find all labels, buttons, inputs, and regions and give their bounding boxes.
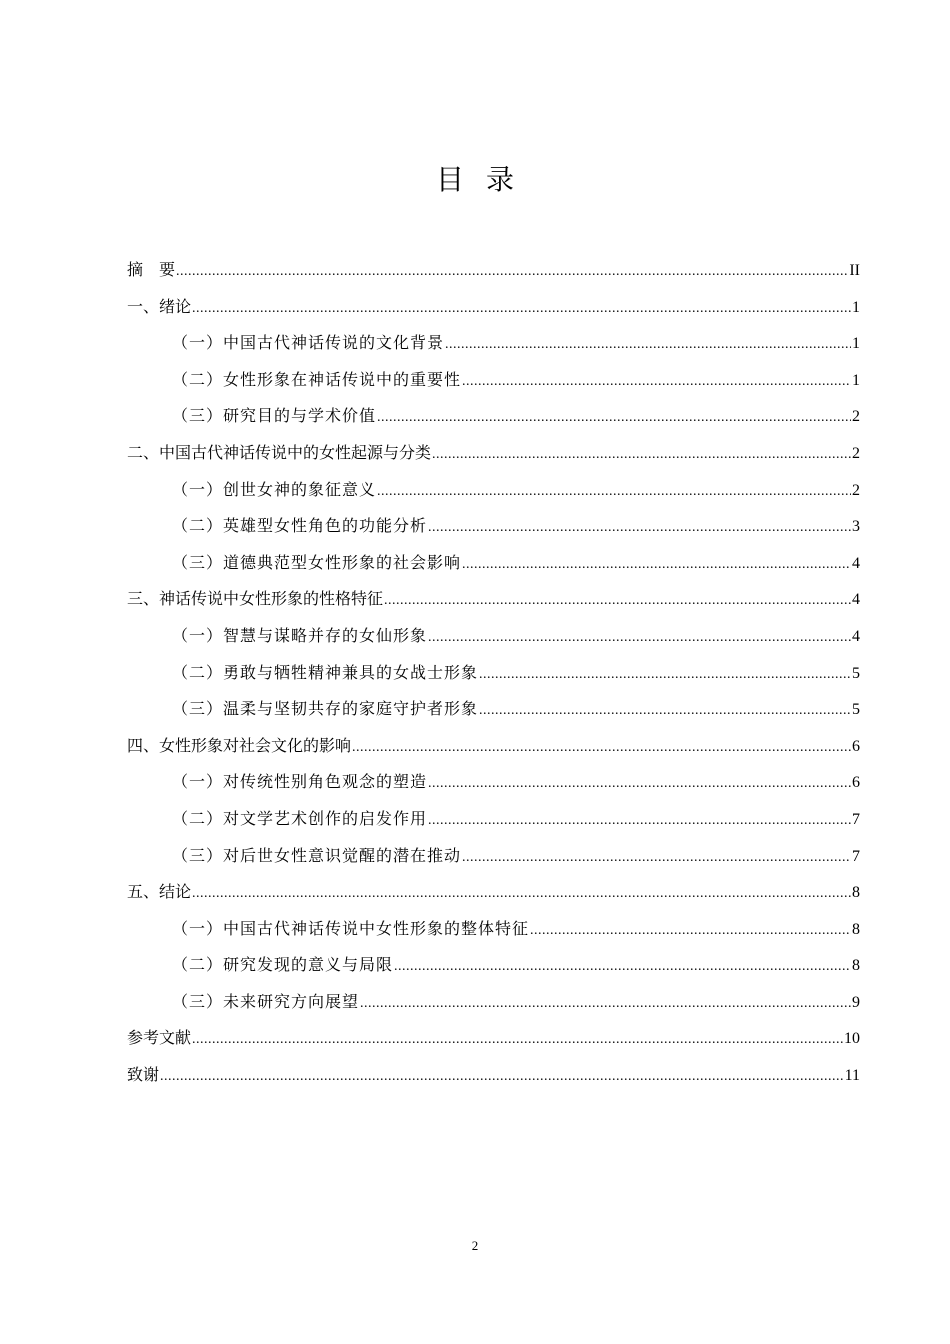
toc-entry[interactable] [127, 764, 860, 801]
toc-entry[interactable] [127, 691, 860, 728]
toc-dot-leader [432, 437, 851, 473]
toc-entry-label: （二）对文学艺术创作的启发作用 [172, 808, 428, 828]
toc-dot-leader [479, 693, 851, 729]
toc-dot-leader [428, 510, 851, 546]
toc-entry-page: 7 [852, 810, 860, 828]
toc-entry-label: （二）英雄型女性角色的功能分析 [172, 516, 428, 536]
toc-entry[interactable] [127, 838, 860, 875]
toc-entry[interactable] [127, 618, 860, 655]
toc-entry-page: 8 [852, 920, 860, 938]
toc-entry-page: 4 [852, 591, 860, 609]
page-title: 目录 [435, 163, 536, 196]
toc-dot-leader [530, 913, 851, 949]
toc-entry-label: （二）女性形象在神话传说中的重要性 [172, 369, 462, 389]
toc-entry[interactable] [127, 1020, 860, 1057]
toc-entry[interactable] [127, 947, 860, 984]
toc-entry-label: （三）道德典范型女性形象的社会影响 [172, 552, 462, 572]
toc-entry[interactable] [127, 874, 860, 911]
toc-entry-page: 4 [852, 554, 860, 572]
toc-dot-leader [428, 803, 851, 839]
toc-dot-leader [462, 364, 851, 400]
toc-entry[interactable] [127, 472, 860, 509]
toc-dot-leader [462, 840, 851, 876]
toc-entry[interactable] [127, 1057, 860, 1094]
toc-entry-page: 5 [852, 664, 860, 682]
toc-entry-label: （一）智慧与谋略并存的女仙形象 [172, 625, 428, 645]
toc-entry-label: （二）研究发现的意义与局限 [172, 955, 394, 975]
toc-entry-page: 11 [844, 1067, 860, 1085]
toc-entry-label: 一、绪论 [127, 296, 192, 316]
toc-dot-leader [479, 657, 851, 693]
page-number: 2 [471, 1238, 479, 1253]
toc-dot-leader [176, 254, 848, 290]
toc-entry-label: 五、结论 [127, 882, 192, 902]
toc-entry[interactable] [127, 435, 860, 472]
toc-dot-leader [377, 400, 851, 436]
toc-entry-label: （三）研究目的与学术价值 [172, 406, 377, 426]
toc-entry-label: （二）勇敢与牺牲精神兼具的女战士形象 [172, 662, 479, 682]
toc-entry[interactable] [127, 655, 860, 692]
toc-entry-label: （一）创世女神的象征意义 [172, 479, 377, 499]
toc-entry-page: 2 [852, 481, 860, 499]
toc-dot-leader [192, 876, 851, 912]
toc-entry[interactable] [127, 911, 860, 948]
table-of-contents [127, 252, 860, 1094]
toc-entry-page: 8 [852, 884, 860, 902]
toc-entry-page: II [849, 262, 860, 279]
toc-entry-page: 5 [852, 701, 860, 719]
toc-entry[interactable] [127, 289, 860, 326]
toc-entry-label: （三）未来研究方向展望 [172, 991, 360, 1011]
toc-entry[interactable] [127, 398, 860, 435]
toc-dot-leader [445, 327, 851, 363]
toc-entry-page: 6 [852, 737, 860, 755]
toc-entry-page: 3 [852, 518, 860, 536]
toc-dot-leader [394, 949, 851, 985]
toc-entry-page: 1 [852, 371, 860, 389]
toc-entry[interactable] [127, 728, 860, 765]
toc-entry-page: 1 [852, 335, 860, 353]
toc-entry-page: 10 [844, 1030, 860, 1048]
toc-entry-page: 4 [852, 627, 860, 645]
toc-entry[interactable] [127, 508, 860, 545]
toc-entry-label: （三）对后世女性意识觉醒的潜在推动 [172, 845, 462, 865]
toc-entry[interactable] [127, 252, 860, 289]
toc-entry[interactable] [127, 545, 860, 582]
toc-entry-page: 8 [852, 957, 860, 975]
toc-entry-label: （三）温柔与坚韧共存的家庭守护者形象 [172, 699, 479, 719]
toc-entry-label: （一）中国古代神话传说的文化背景 [172, 333, 445, 353]
toc-entry-page: 7 [852, 847, 860, 865]
toc-dot-leader [377, 474, 851, 510]
toc-entry-label: 参考文献 [127, 1028, 192, 1048]
toc-entry-label: （一）中国古代神话传说中女性形象的整体特征 [172, 918, 530, 938]
toc-entry-label: 三、神话传说中女性形象的性格特征 [127, 589, 384, 609]
toc-entry-page: 2 [852, 444, 860, 462]
toc-entry-page: 1 [852, 298, 860, 316]
toc-dot-leader [384, 583, 851, 619]
toc-entry[interactable] [127, 362, 860, 399]
toc-entry[interactable] [127, 325, 860, 362]
toc-dot-leader [192, 291, 851, 327]
toc-dot-leader [428, 766, 851, 802]
toc-entry-label: 四、女性形象对社会文化的影响 [127, 735, 352, 755]
toc-entry-page: 6 [852, 774, 860, 792]
toc-entry-page: 9 [852, 993, 860, 1011]
toc-entry-page: 2 [852, 408, 860, 426]
toc-entry-label: 二、中国古代神话传说中的女性起源与分类 [127, 442, 432, 462]
toc-entry-label: （一）对传统性别角色观念的塑造 [172, 772, 428, 792]
toc-dot-leader [192, 1022, 843, 1058]
toc-dot-leader [462, 547, 851, 583]
toc-entry-label: 致谢 [127, 1065, 160, 1085]
toc-dot-leader [160, 1059, 844, 1095]
toc-dot-leader [352, 730, 851, 766]
toc-entry[interactable] [127, 984, 860, 1021]
toc-entry-label: 摘 要 [127, 260, 176, 279]
toc-entry[interactable] [127, 581, 860, 618]
toc-entry[interactable] [127, 801, 860, 838]
toc-dot-leader [428, 620, 851, 656]
toc-dot-leader [360, 986, 851, 1022]
